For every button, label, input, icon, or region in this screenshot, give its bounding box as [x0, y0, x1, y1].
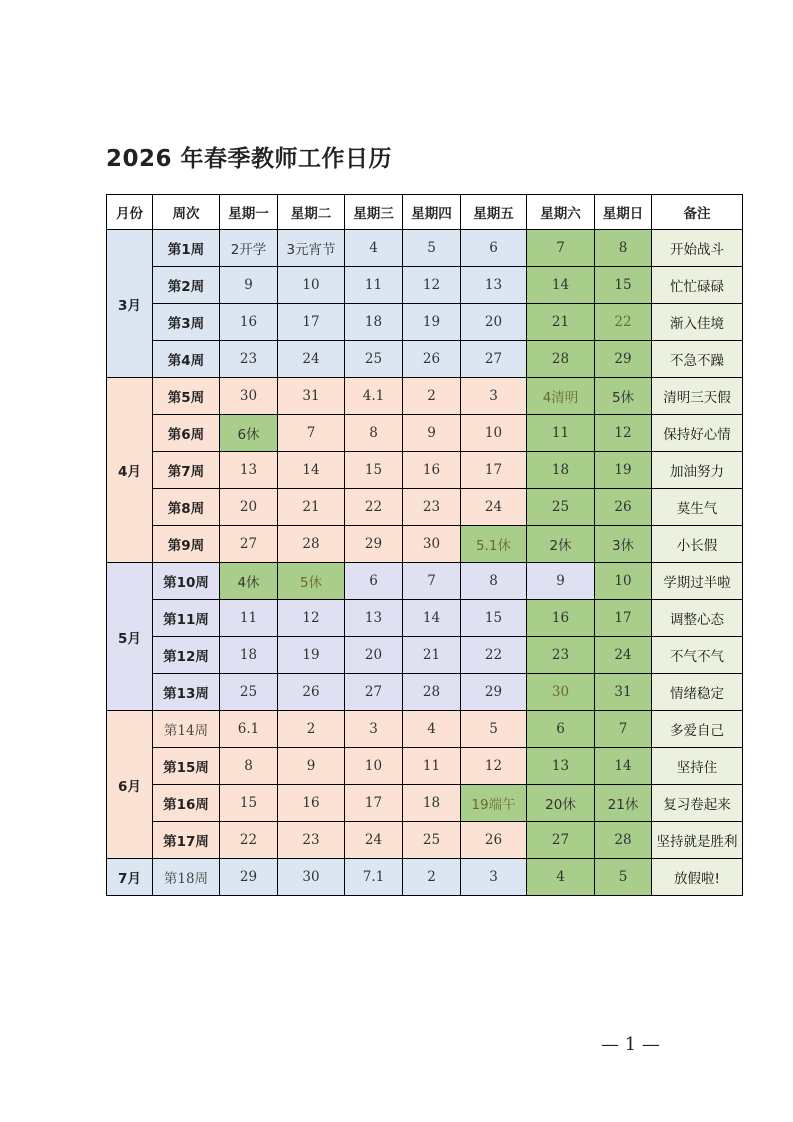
- day-cell: 10: [278, 267, 345, 304]
- day-cell: 3: [461, 378, 527, 415]
- week-number-cell: 第13周: [153, 674, 220, 711]
- week-number-cell: 第2周: [153, 267, 220, 304]
- day-cell: 24: [345, 822, 403, 859]
- day-cell: 26: [278, 674, 345, 711]
- day-cell: 4.1: [345, 378, 403, 415]
- day-cell: 23: [278, 822, 345, 859]
- day-cell: 28: [278, 526, 345, 563]
- day-cell: 20: [461, 304, 527, 341]
- week-row: [107, 600, 743, 637]
- page-number: — 1 —: [601, 1034, 660, 1055]
- day-cell: 2开学: [220, 230, 278, 267]
- note-cell: 加油努力: [652, 452, 743, 489]
- day-cell: 6: [461, 230, 527, 267]
- week-number-cell: 第18周: [153, 859, 220, 896]
- week-number-cell: 第9周: [153, 526, 220, 563]
- holiday-day-cell: 11: [527, 415, 595, 452]
- note-cell: 学期过半啦: [652, 563, 743, 600]
- holiday-day-cell: 19: [595, 452, 652, 489]
- day-cell: 8: [461, 563, 527, 600]
- holiday-day-cell: 20休: [527, 785, 595, 822]
- day-cell: 17: [345, 785, 403, 822]
- header-monday: 星期一: [220, 195, 278, 230]
- day-cell: 10: [461, 415, 527, 452]
- day-cell: 7: [403, 563, 461, 600]
- day-cell: 23: [220, 341, 278, 378]
- day-cell: 30: [278, 859, 345, 896]
- day-cell: 20: [220, 489, 278, 526]
- holiday-day-cell: 7: [595, 711, 652, 748]
- day-cell: 11: [345, 267, 403, 304]
- day-cell: 14: [278, 452, 345, 489]
- calendar-table: [106, 194, 743, 896]
- note-cell: 调整心态: [652, 600, 743, 637]
- week-row: [107, 526, 743, 563]
- note-cell: 小长假: [652, 526, 743, 563]
- week-row: [107, 341, 743, 378]
- holiday-day-cell: 13: [527, 748, 595, 785]
- holiday-day-cell: 28: [527, 341, 595, 378]
- header-month: 月份: [107, 195, 153, 230]
- holiday-day-cell: 5休: [595, 378, 652, 415]
- week-row: [107, 785, 743, 822]
- day-cell: 12: [278, 600, 345, 637]
- day-cell: 4: [403, 711, 461, 748]
- day-cell: 29: [345, 526, 403, 563]
- day-cell: 8: [220, 748, 278, 785]
- holiday-day-cell: 24: [595, 637, 652, 674]
- week-row: [107, 822, 743, 859]
- header-row: [107, 195, 743, 230]
- holiday-day-cell: 6休: [220, 415, 278, 452]
- day-cell: 23: [403, 489, 461, 526]
- week-number-cell: 第11周: [153, 600, 220, 637]
- day-cell: 15: [220, 785, 278, 822]
- day-cell: 19: [278, 637, 345, 674]
- holiday-day-cell: 4休: [220, 563, 278, 600]
- day-cell: 19: [403, 304, 461, 341]
- day-cell: 21: [403, 637, 461, 674]
- note-cell: 不急不躁: [652, 341, 743, 378]
- note-cell: 坚持就是胜利: [652, 822, 743, 859]
- day-cell: 21: [278, 489, 345, 526]
- holiday-day-cell: 17: [595, 600, 652, 637]
- holiday-day-cell: 25: [527, 489, 595, 526]
- note-cell: 开始战斗: [652, 230, 743, 267]
- note-cell: 清明三天假: [652, 378, 743, 415]
- holiday-day-cell: 5: [595, 859, 652, 896]
- week-number-cell: 第14周: [153, 711, 220, 748]
- day-cell: 4: [345, 230, 403, 267]
- day-cell: 12: [403, 267, 461, 304]
- note-cell: 坚持住: [652, 748, 743, 785]
- header-week: 周次: [153, 195, 220, 230]
- holiday-day-cell: 22: [595, 304, 652, 341]
- week-row: [107, 230, 743, 267]
- day-cell: 31: [278, 378, 345, 415]
- day-cell: 3: [345, 711, 403, 748]
- day-cell: 30: [403, 526, 461, 563]
- day-cell: 7: [278, 415, 345, 452]
- day-cell: 5: [461, 711, 527, 748]
- day-cell: 2: [403, 859, 461, 896]
- calendar-body: [107, 230, 743, 896]
- day-cell: 11: [403, 748, 461, 785]
- holiday-day-cell: 14: [527, 267, 595, 304]
- header-notes: 备注: [652, 195, 743, 230]
- note-cell: 渐入佳境: [652, 304, 743, 341]
- holiday-day-cell: 29: [595, 341, 652, 378]
- header-tuesday: 星期二: [278, 195, 345, 230]
- day-cell: 6.1: [220, 711, 278, 748]
- holiday-day-cell: 14: [595, 748, 652, 785]
- week-row: [107, 378, 743, 415]
- day-cell: 11: [220, 600, 278, 637]
- day-cell: 6: [345, 563, 403, 600]
- holiday-day-cell: 30: [527, 674, 595, 711]
- week-number-cell: 第17周: [153, 822, 220, 859]
- holiday-day-cell: 6: [527, 711, 595, 748]
- day-cell: 9: [278, 748, 345, 785]
- month-cell: 5月: [107, 563, 153, 711]
- month-cell: 4月: [107, 378, 153, 563]
- holiday-day-cell: 21休: [595, 785, 652, 822]
- day-cell: 8: [345, 415, 403, 452]
- month-cell: 3月: [107, 230, 153, 378]
- week-number-cell: 第15周: [153, 748, 220, 785]
- week-row: [107, 748, 743, 785]
- holiday-day-cell: 31: [595, 674, 652, 711]
- day-cell: 16: [220, 304, 278, 341]
- day-cell: 9: [220, 267, 278, 304]
- day-cell: 5: [403, 230, 461, 267]
- day-cell: 9: [403, 415, 461, 452]
- day-cell: 30: [220, 378, 278, 415]
- day-cell: 13: [461, 267, 527, 304]
- week-row: [107, 489, 743, 526]
- day-cell: 3: [461, 859, 527, 896]
- holiday-day-cell: 21: [527, 304, 595, 341]
- holiday-day-cell: 15: [595, 267, 652, 304]
- week-row: [107, 859, 743, 896]
- day-cell: 14: [403, 600, 461, 637]
- week-number-cell: 第1周: [153, 230, 220, 267]
- week-number-cell: 第16周: [153, 785, 220, 822]
- week-row: [107, 711, 743, 748]
- month-cell: 6月: [107, 711, 153, 859]
- day-cell: 26: [403, 341, 461, 378]
- week-row: [107, 563, 743, 600]
- week-number-cell: 第10周: [153, 563, 220, 600]
- day-cell: 27: [345, 674, 403, 711]
- day-cell: 24: [278, 341, 345, 378]
- note-cell: 莫生气: [652, 489, 743, 526]
- holiday-day-cell: 19端午: [461, 785, 527, 822]
- day-cell: 20: [345, 637, 403, 674]
- holiday-day-cell: 27: [527, 822, 595, 859]
- day-cell: 25: [403, 822, 461, 859]
- holiday-day-cell: 26: [595, 489, 652, 526]
- header-saturday: 星期六: [527, 195, 595, 230]
- day-cell: 27: [461, 341, 527, 378]
- week-number-cell: 第7周: [153, 452, 220, 489]
- day-cell: 2: [278, 711, 345, 748]
- note-cell: 不气不气: [652, 637, 743, 674]
- week-row: [107, 267, 743, 304]
- holiday-day-cell: 18: [527, 452, 595, 489]
- holiday-day-cell: 5.1休: [461, 526, 527, 563]
- week-number-cell: 第12周: [153, 637, 220, 674]
- day-cell: 29: [220, 859, 278, 896]
- day-cell: 27: [220, 526, 278, 563]
- day-cell: 17: [278, 304, 345, 341]
- day-cell: 22: [220, 822, 278, 859]
- day-cell: 16: [278, 785, 345, 822]
- holiday-day-cell: 4: [527, 859, 595, 896]
- note-cell: 情绪稳定: [652, 674, 743, 711]
- holiday-day-cell: 10: [595, 563, 652, 600]
- day-cell: 24: [461, 489, 527, 526]
- week-row: [107, 304, 743, 341]
- day-cell: 26: [461, 822, 527, 859]
- header-wednesday: 星期三: [345, 195, 403, 230]
- day-cell: 18: [220, 637, 278, 674]
- holiday-day-cell: 7: [527, 230, 595, 267]
- day-cell: 18: [403, 785, 461, 822]
- note-cell: 保持好心情: [652, 415, 743, 452]
- week-row: [107, 674, 743, 711]
- holiday-day-cell: 23: [527, 637, 595, 674]
- day-cell: 25: [220, 674, 278, 711]
- holiday-day-cell: 8: [595, 230, 652, 267]
- note-cell: 放假啦!: [652, 859, 743, 896]
- day-cell: 25: [345, 341, 403, 378]
- day-cell: 22: [461, 637, 527, 674]
- day-cell: 17: [461, 452, 527, 489]
- day-cell: 2: [403, 378, 461, 415]
- day-cell: 29: [461, 674, 527, 711]
- day-cell: 16: [403, 452, 461, 489]
- day-cell: 3元宵节: [278, 230, 345, 267]
- day-cell: 10: [345, 748, 403, 785]
- holiday-day-cell: 3休: [595, 526, 652, 563]
- week-row: [107, 637, 743, 674]
- header-friday: 星期五: [461, 195, 527, 230]
- day-cell: 28: [403, 674, 461, 711]
- day-cell: 7.1: [345, 859, 403, 896]
- header-sunday: 星期日: [595, 195, 652, 230]
- note-cell: 忙忙碌碌: [652, 267, 743, 304]
- day-cell: 13: [220, 452, 278, 489]
- week-row: [107, 452, 743, 489]
- day-cell: 9: [527, 563, 595, 600]
- page-title: 2026 年春季教师工作日历: [106, 146, 393, 172]
- week-number-cell: 第6周: [153, 415, 220, 452]
- day-cell: 15: [461, 600, 527, 637]
- week-row: [107, 415, 743, 452]
- day-cell: 12: [461, 748, 527, 785]
- day-cell: 22: [345, 489, 403, 526]
- month-cell: 7月: [107, 859, 153, 896]
- header-thursday: 星期四: [403, 195, 461, 230]
- holiday-day-cell: 28: [595, 822, 652, 859]
- note-cell: 多爱自己: [652, 711, 743, 748]
- week-number-cell: 第8周: [153, 489, 220, 526]
- day-cell: 13: [345, 600, 403, 637]
- holiday-day-cell: 5休: [278, 563, 345, 600]
- holiday-day-cell: 2休: [527, 526, 595, 563]
- note-cell: 复习卷起来: [652, 785, 743, 822]
- holiday-day-cell: 16: [527, 600, 595, 637]
- week-number-cell: 第4周: [153, 341, 220, 378]
- day-cell: 15: [345, 452, 403, 489]
- day-cell: 18: [345, 304, 403, 341]
- week-number-cell: 第5周: [153, 378, 220, 415]
- week-number-cell: 第3周: [153, 304, 220, 341]
- holiday-day-cell: 12: [595, 415, 652, 452]
- holiday-day-cell: 4清明: [527, 378, 595, 415]
